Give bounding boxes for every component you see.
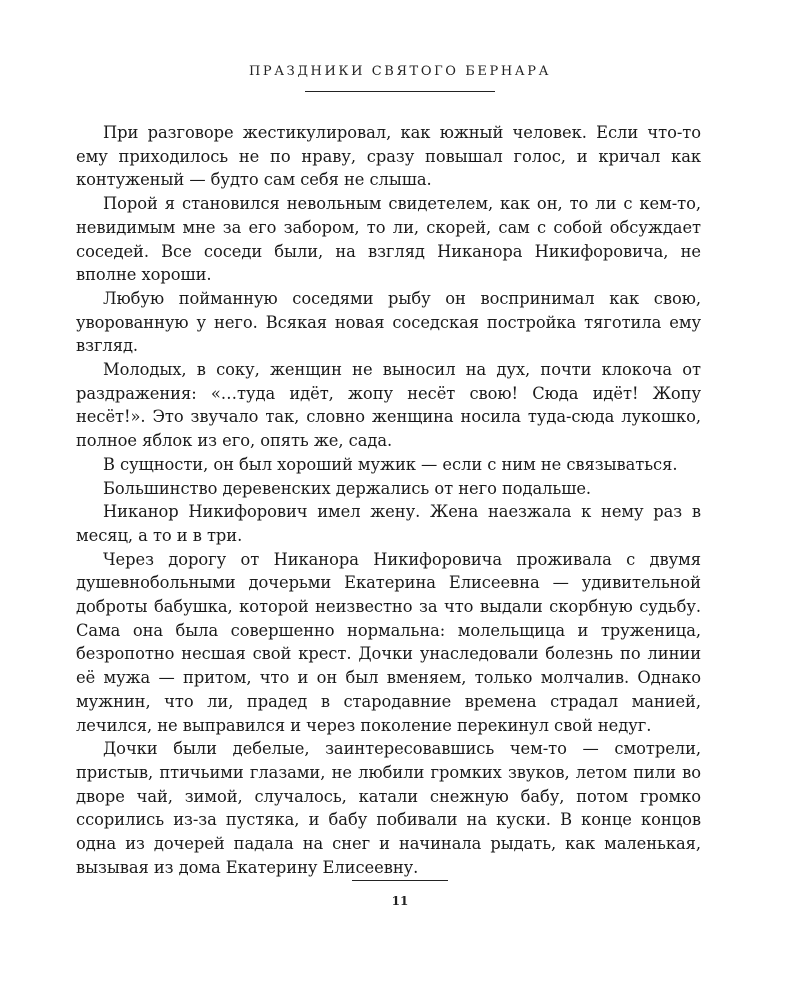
paragraph: При разговоре жестикулировал, как южный человек. Если что-то ему приходилось не по нраву, сразу повышал голос, и кричал как контуженый — будто сам себя не слыша. xyxy=(76,123,701,190)
paragraph: Никанор Никифорович имел жену. Жена наезжала к нему раз в месяц, а то и в три. xyxy=(76,502,701,545)
page-header xyxy=(0,64,800,92)
page-footer xyxy=(0,880,800,908)
footer-rule xyxy=(352,880,448,881)
paragraph: Большинство деревенских держались от него подальше. xyxy=(103,478,592,498)
paragraph: Любую пойманную соседями рыбу он воспринимал как свою, уворованную у него. Всякая новая соседская постройка тяготила ему взгляд. xyxy=(76,288,701,356)
paragraph: Молодых, в соку, женщин не выносил на дух, почти клокоча от раздражения: «…туда идёт, жопу несёт свою! Сюда идёт! Жопу несёт!». Это звучало так, словно женщина носила туда-сюда лукошко, полное яблок из его, опять же, сада. xyxy=(76,360,701,451)
page-number: 11 xyxy=(391,894,409,908)
header-rule xyxy=(305,91,495,92)
body-text xyxy=(76,121,701,880)
paragraph: В сущности, он был хороший мужик — если с ним не связываться. xyxy=(103,454,678,474)
paragraph: Дочки были дебелые, заинтересовавшись чем-то — смотрели, пристыв, птичьими глазами, не любили громких звуков, летом пили во дворе чай, зимой, случалось, катали снежную бабу, потом громко ссорились из-за пустяка, и бабу побивали на куски. В конце концов одна из дочерей падала на снег и начинала рыдать, как маленькая, вызывая из дома Екатерину Елисеевну. xyxy=(76,739,701,877)
paragraph: Порой я становился невольным свидетелем, как он, то ли с кем-то, невидимым мне за его забором, то ли, скорей, сам с собой обсуждает соседей. Все соседи были, на взгляд Никанора Никифоровича, не вполне хороши. xyxy=(76,194,701,285)
running-title: ПРАЗДНИКИ СВЯТОГО БЕРНАРА xyxy=(248,64,552,79)
paragraph: Через дорогу от Никанора Никифоровича проживала с двумя душевнобольными дочерьми Екатерина Елисеевна — удивительной доброты бабушка, которой неизвестно за что выдали скорбную судьбу. Сама она была совершенно нормальна: молельщица и труженица, безропотно несшая свой крест. Дочки унаследовали болезнь по линии её мужа — притом, что и он был вменяем, только молчалив. Однако мужнин, что ли, прадед в стародавние времена страдал манией, лечился, не выправился и через поколение перекинул свой недуг. xyxy=(76,549,701,735)
